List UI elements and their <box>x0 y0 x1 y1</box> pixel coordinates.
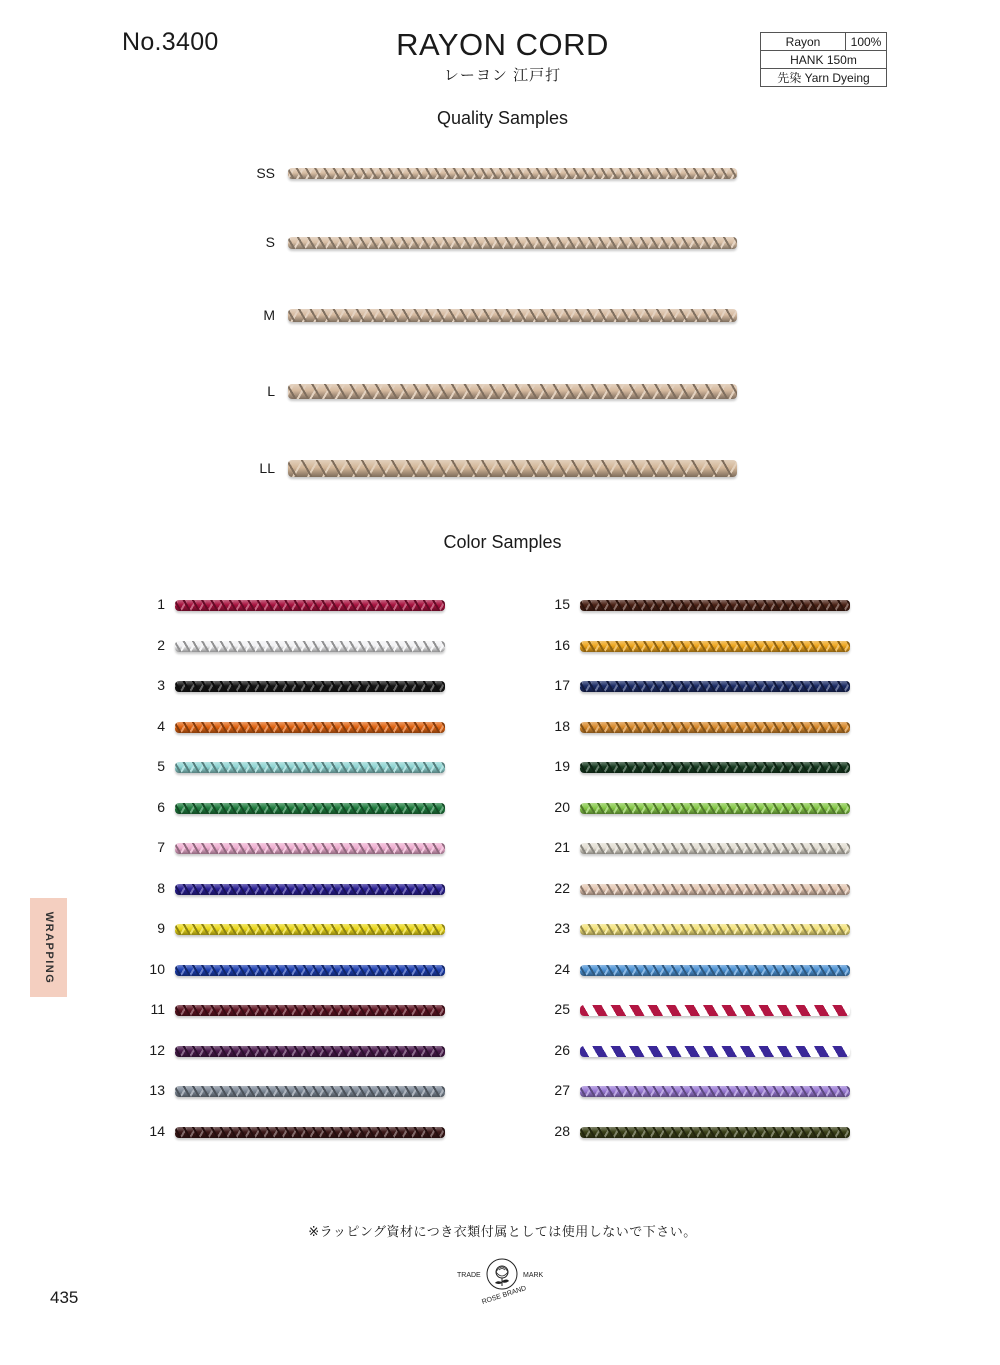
color-sample-cord <box>580 1086 850 1097</box>
color-sample-cord <box>580 803 850 814</box>
color-sample-number: 21 <box>554 839 570 855</box>
color-sample-number: 18 <box>554 717 570 734</box>
color-sample-number: 9 <box>157 920 165 936</box>
color-sample-number: 22 <box>554 879 570 896</box>
quality-sample-label: L <box>267 382 275 399</box>
color-sample-cord <box>580 965 850 976</box>
color-sample-cord <box>175 924 445 935</box>
color-sample-cord <box>175 762 445 773</box>
color-sample-cord <box>580 1046 850 1057</box>
color-sample-cord <box>175 803 445 814</box>
color-sample-cord <box>175 681 445 692</box>
color-sample-number: 27 <box>554 1082 570 1098</box>
quality-sample-label: LL <box>259 459 275 476</box>
color-sample-number: 26 <box>554 1041 570 1058</box>
color-sample-number: 8 <box>157 879 165 896</box>
quality-sample-cord <box>288 384 737 399</box>
quality-sample-cord <box>288 237 737 249</box>
color-sample-cord <box>175 965 445 976</box>
spec-material: Rayon <box>761 33 846 51</box>
quality-sample-cord <box>288 460 737 477</box>
color-sample-number: 6 <box>157 798 165 815</box>
quality-sample-label: S <box>265 234 275 250</box>
color-sample-number: 4 <box>157 717 165 734</box>
quality-sample-cord <box>288 168 737 179</box>
spec-row-hank <box>761 51 887 69</box>
color-sample-number: 1 <box>157 596 165 612</box>
logo-brand-text: ROSE BRAND <box>481 1285 528 1306</box>
color-sample-number: 11 <box>150 1001 165 1017</box>
color-sample-cord <box>580 681 850 692</box>
color-sample-cord <box>175 1046 445 1057</box>
color-sample-number: 16 <box>554 636 570 653</box>
color-sample-cord <box>175 641 445 652</box>
color-sample-cord <box>175 722 445 733</box>
color-sample-number: 28 <box>554 1122 570 1139</box>
color-sample-cord <box>580 762 850 773</box>
color-sample-number: 19 <box>554 758 570 774</box>
logo-trade-text: TRADE <box>457 1272 481 1279</box>
color-sample-number: 10 <box>149 960 165 977</box>
color-sample-cord <box>580 1127 850 1138</box>
quality-sample-label: M <box>263 306 275 323</box>
page-number: 435 <box>50 1288 79 1307</box>
spec-row-dyeing <box>761 69 887 87</box>
color-sample-number: 14 <box>149 1122 165 1139</box>
color-sample-number: 24 <box>554 960 570 977</box>
color-sample-number: 2 <box>157 636 165 653</box>
page-title: RAYON CORD <box>396 27 609 62</box>
color-sample-cord <box>580 843 850 854</box>
section-tab-wrapping <box>30 898 67 997</box>
color-sample-cord <box>580 722 850 733</box>
color-sample-cord <box>175 1005 445 1016</box>
rose-brand-logo <box>455 1250 550 1310</box>
spec-table <box>760 32 887 87</box>
rose-icon <box>455 1250 550 1310</box>
spec-row-material <box>761 33 887 51</box>
color-sample-cord <box>580 884 850 895</box>
color-sample-cord <box>580 600 850 611</box>
color-sample-cord <box>175 600 445 611</box>
color-sample-number: 20 <box>554 798 570 815</box>
section-tab-label: WRAPPING <box>42 911 55 984</box>
spec-dyeing: 先染 Yarn Dyeing <box>761 69 887 87</box>
color-sample-cord <box>175 884 445 895</box>
color-sample-cord <box>580 924 850 935</box>
page-subtitle: レーヨン 江戸打 <box>443 67 562 84</box>
quality-sample-label: SS <box>256 164 275 181</box>
color-sample-cord <box>175 843 445 854</box>
spec-percent: 100% <box>846 33 887 51</box>
color-sample-cord <box>580 1005 850 1016</box>
color-sample-number: 13 <box>149 1082 165 1098</box>
color-sample-number: 5 <box>157 758 165 774</box>
color-sample-cord <box>175 1086 445 1097</box>
color-sample-number: 7 <box>157 839 165 855</box>
color-sample-number: 15 <box>554 596 570 612</box>
color-sample-number: 12 <box>149 1041 165 1058</box>
color-sample-cord <box>580 641 850 652</box>
color-sample-number: 3 <box>157 677 165 693</box>
spec-hank: HANK 150m <box>761 51 887 69</box>
color-samples-heading: Color Samples <box>443 532 562 552</box>
usage-footnote: ※ラッピング資材につき衣類付属としては使用しないで下さい。 <box>308 1224 697 1239</box>
color-sample-number: 17 <box>554 677 570 693</box>
quality-samples-heading: Quality Samples <box>436 108 569 128</box>
color-sample-number: 25 <box>554 1001 570 1017</box>
logo-mark-text: MARK <box>523 1272 544 1279</box>
color-sample-number: 23 <box>554 920 570 936</box>
quality-sample-cord <box>288 309 737 322</box>
product-number: No.3400 <box>122 28 219 56</box>
color-sample-cord <box>175 1127 445 1138</box>
